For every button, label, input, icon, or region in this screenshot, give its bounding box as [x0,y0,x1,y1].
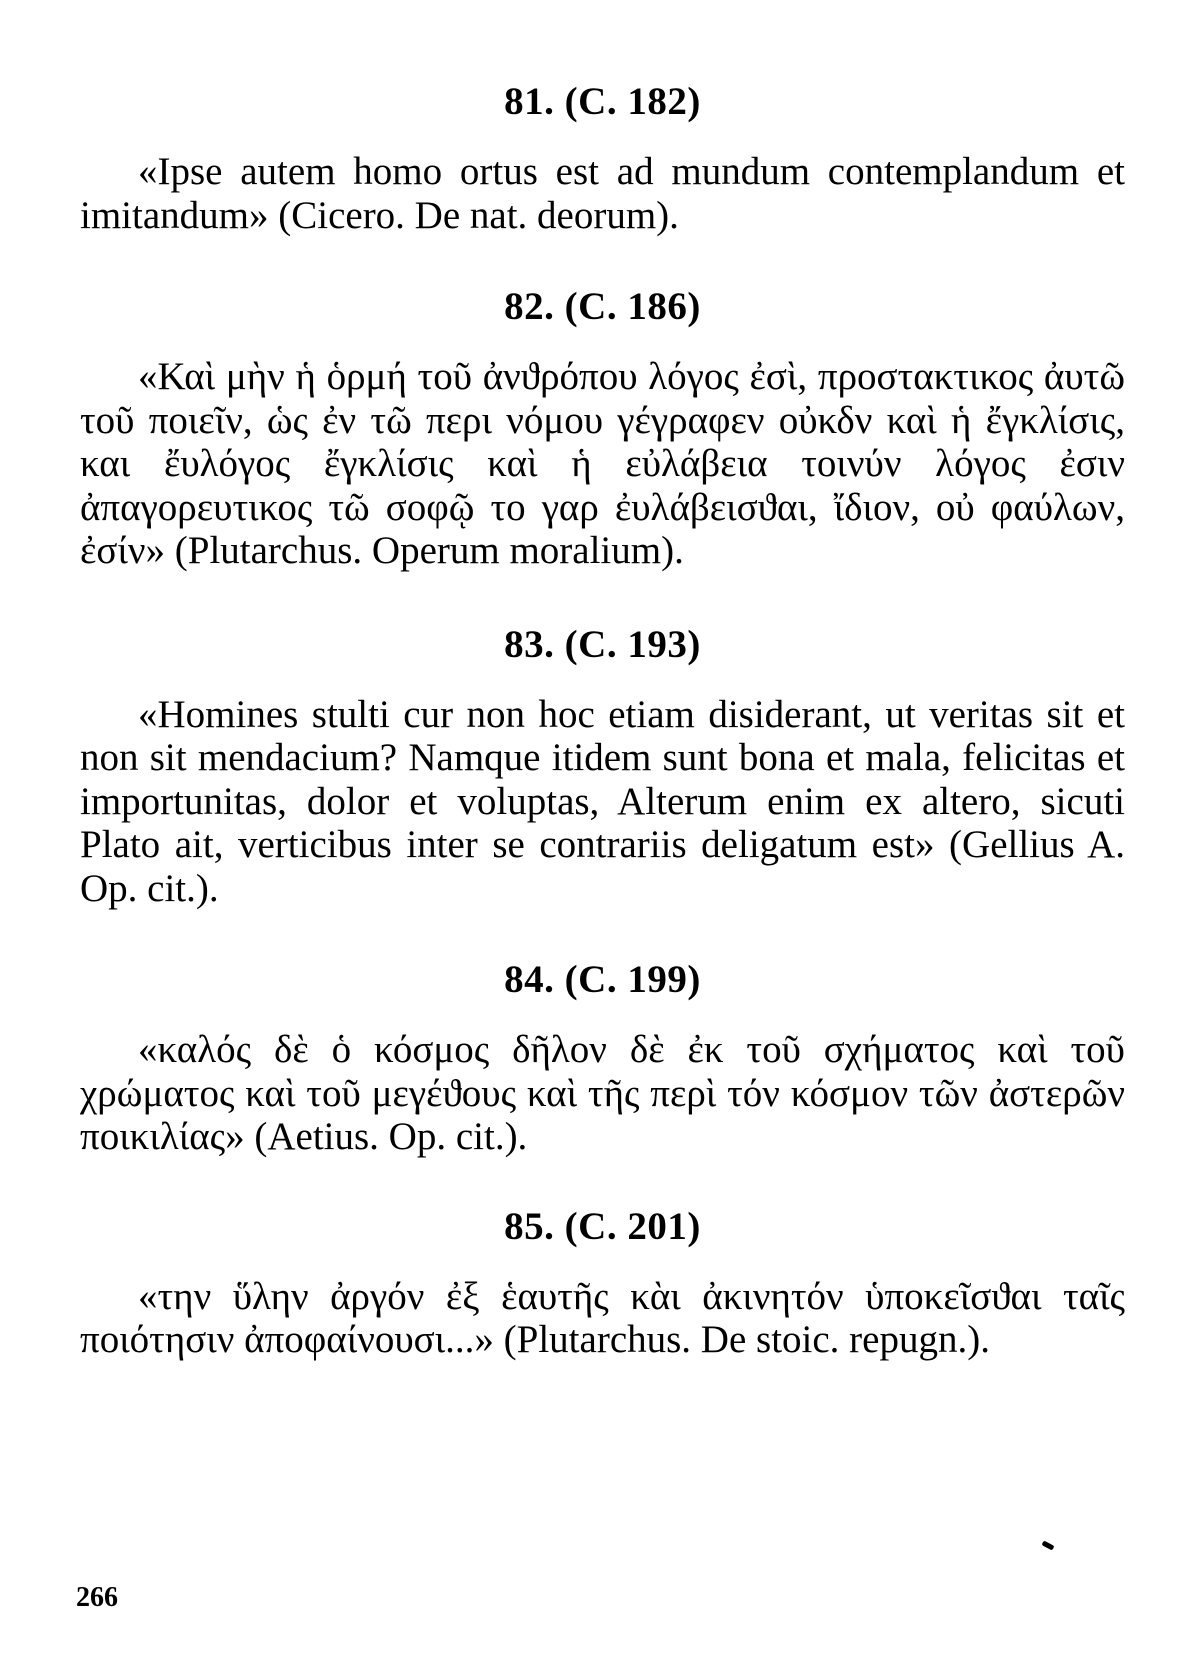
section-heading-82: 82. (C. 186) [504,285,701,328]
section-text-84: «καλός δὲ ὁ κόσμος δῆλον δὲ ἐκ τοῦ σχήματος καὶ τοῦ χρώματος καὶ τοῦ μεγέϑους καὶ τῆς περὶ τόν κόσμον τῶν ἀστερῶν ποικιλίας» (Aetius. Op. cit.). [80,1028,1125,1158]
ink-mark [1042,1540,1055,1550]
section-heading-84: 84. (C. 199) [504,958,701,1001]
section-text-85: «την ὕλην ἀργόν ἐξ ἑαυτῆς κὰι ἀκινητόν ὑποκεῖσϑαι ταῖς ποιότησιν ἀποφαίνουσι...» (Plutarchus. De stoic. repugn.). [80,1274,1125,1361]
section-heading-85: 85. (C. 201) [504,1204,701,1248]
section-text-81: «Ipse autem homo ortus est ad mundum contemplandum et imitandum» (Cicero. De nat. deorum). [80,150,1125,237]
page-number: 266 [76,1582,118,1613]
section-text-82: «Καὶ μὴν ἡ ὁρμή τοῦ ἀνϑρόπου λόγος ἐσὶ, προστακτικος ἀυτῶ τοῦ ποιεῖν, ὡς ἐν τῶ περι νόμου γέγραφεν οὐκδν καὶ ἡ ἔγκλίσις, και ἔυλόγος ἔγκλίσις καὶ ἡ εὐλάβεια τοινύν λόγος ἐσιν ἀπαγορευτικος τῶ σοφῷ το γαρ ἐυλάβεισϑαι, ἴδιον, οὐ φαύλων, ἐσίν» (Plutarchus. Operum moralium). [80,355,1125,572]
section-heading-83: 83. (C. 193) [504,622,701,666]
section-heading-81: 81. (C. 182) [504,80,701,123]
section-text-83: «Homines stulti cur non hoc etiam disiderant, ut veritas sit et non sit mendacium? Namque itidem sunt bona et mala, felicitas et importunitas, dolor et voluptas, Alterum enim ex altero, sicuti Plato ait, verticibus inter se contrariis deligatum est» (Gellius A. Op. cit.). [80,692,1125,910]
document-page [80,62,1125,1362]
